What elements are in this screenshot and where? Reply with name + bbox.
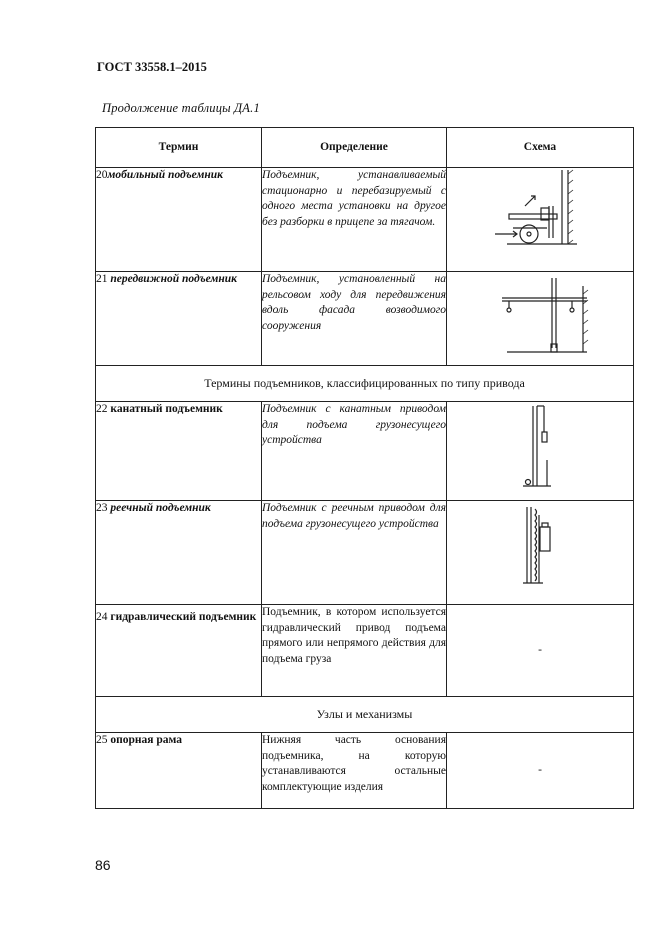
header-definition: Определение bbox=[262, 128, 447, 168]
definition-cell: Подъемник, устанавливаемый стационарно и перебазируемый с одного места установки на другое без разборки в прицепе за тягачом. bbox=[262, 168, 447, 272]
table-row bbox=[96, 733, 634, 809]
term-name: мобильный подъемник bbox=[107, 169, 223, 181]
term-number: 20 bbox=[96, 169, 108, 181]
table-continuation-label: Продолжение таблицы ДА.1 bbox=[102, 101, 260, 115]
definition-cell: Подъемник, в котором используется гидравлический привод подъема прямого или непрямого действия для подъема груза bbox=[262, 605, 447, 697]
rack-lift-diagram-icon bbox=[447, 501, 633, 601]
schema-cell bbox=[447, 733, 634, 809]
term-cell bbox=[96, 605, 262, 697]
mobile-lift-diagram-icon bbox=[447, 168, 633, 268]
term-name: канатный подъемник bbox=[110, 403, 223, 415]
rope-lift-diagram-icon bbox=[447, 402, 633, 498]
term-name: реечный подъемник bbox=[110, 502, 211, 514]
term-cell bbox=[96, 272, 262, 366]
term-number: 24 bbox=[96, 611, 108, 623]
section-title-units: Узлы и механизмы bbox=[96, 697, 634, 733]
schema-cell bbox=[447, 402, 634, 501]
term-number: 21 bbox=[96, 273, 108, 285]
definition-cell: Подъемник с канатным приводом для подъема грузонесущего устройства bbox=[262, 402, 447, 501]
table-row bbox=[96, 402, 634, 501]
header-schema: Схема bbox=[447, 128, 634, 168]
section-title-drive-type: Термины подъемников, классифицированных по типу привода bbox=[96, 366, 634, 402]
definition-cell: Подъемник, установленный на рельсовом ходу для передвижения вдоль фасада возводимого сооружения bbox=[262, 272, 447, 366]
schema-cell bbox=[447, 501, 634, 605]
table-row bbox=[96, 272, 634, 366]
schema-cell bbox=[447, 605, 634, 697]
term-cell bbox=[96, 733, 262, 809]
term-cell bbox=[96, 501, 262, 605]
rail-lift-diagram-icon bbox=[447, 272, 633, 364]
term-cell bbox=[96, 402, 262, 501]
term-number: 23 bbox=[96, 502, 108, 514]
header-term: Термин bbox=[96, 128, 262, 168]
table-row bbox=[96, 168, 634, 272]
standard-header: ГОСТ 33558.1–2015 bbox=[97, 60, 207, 74]
schema-cell bbox=[447, 272, 634, 366]
table-header-row bbox=[96, 128, 634, 168]
section-row bbox=[96, 366, 634, 402]
term-name: опорная рама bbox=[110, 734, 183, 746]
term-cell bbox=[96, 168, 262, 272]
schema-cell bbox=[447, 168, 634, 272]
table-row bbox=[96, 501, 634, 605]
term-number: 22 bbox=[96, 403, 108, 415]
section-row bbox=[96, 697, 634, 733]
term-name: передвижной подъемник bbox=[110, 273, 237, 285]
term-name: гидравлический подъемник bbox=[110, 611, 257, 623]
page-number: 86 bbox=[95, 857, 111, 873]
table-row bbox=[96, 605, 634, 697]
term-number: 25 bbox=[96, 734, 108, 746]
definition-cell: Нижняя часть основания подъемника, на которую устанавливаются остальные комплектующие изделия bbox=[262, 733, 447, 809]
schema-dash: - bbox=[538, 763, 542, 776]
schema-dash: - bbox=[538, 643, 542, 656]
definition-cell: Подъемник с реечным приводом для подъема грузонесущего устройства bbox=[262, 501, 447, 605]
terms-table bbox=[95, 127, 634, 809]
